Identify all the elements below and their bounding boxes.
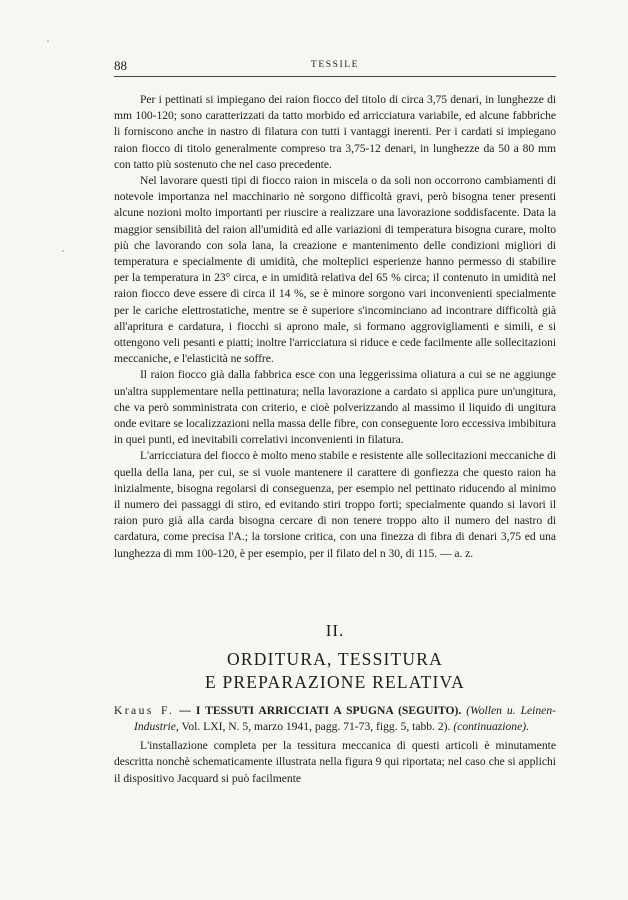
page-header — [114, 58, 556, 74]
entry-citation — [114, 703, 556, 736]
paragraph: Nel lavorare questi tipi di fiocco raion in miscela o da soli non occorrono cambiamenti di notevole importanza nel macchinario nè sorgono difficoltà gravi, però bisogna tener presenti alcune nozioni molto importanti per riuscire a realizzare una lavorazione soddisfacente. Data la maggior sensibilità del raion all'umidità ed alle variazioni di temperatura bisogna curare, molto più che lavorando con sola lana, la creazione e mantenimento delle condizioni migliori di temperatura e specialmente di umidità, che molteplici esperienze hanno permesso di stabilire per la temperatura in 23° circa, e in umidità relativa del 65 % circa; il contenuto in umidità nel raion fiocco deve essere di circa il 14 %, se è minore sorgono vari inconvenienti specialmente per le cariche elettrostatiche, mentre se è superiore s'incominciano ad incontrare difficoltà già all'apritura e cardatura, i fiocchi si aprono male, si formano aggrovigliamenti e simili, e si ottengono veli pesanti e piatti; inoltre l'arricciatura si riduce e cede facilmente alle sollecitazioni meccaniche, e l'elasticità ne soffre. — [114, 174, 556, 366]
bibliographic-entry — [114, 703, 556, 787]
entry-author: Kraus F. — [114, 704, 175, 717]
entry-body: L'installazione completa per la tessitura meccanica di questi articoli è minutamente descritta nonchè schematicamente illustrata nella figura 9 qui riportata; nel caso che si applichi il dispositivo Jacquard si può facilmente — [114, 738, 556, 785]
scan-speck — [47, 40, 49, 42]
header-rule — [114, 76, 556, 77]
paragraph: L'arricciatura del fiocco è molto meno stabile e resistente alle sollecitazioni meccaniche di quella della lana, per cui, se si vuole mantenere il carattere di gonfiezza che questo raion ha inizialmente, bisogna regolarsi di conseguenza, per esempio nel pettinato riducendo al minimo il numero dei passaggi di stiro, ed evitando stiri troppo forti; specialmente quando si lavori il raion puro già alla carda bisogna cercare di non tenere troppo alto il numero del nastro di cardatura, come precisa l'A.; la torsione critica, con una finezza di fibra di denari 3,75 ed una lunghezza di mm 100-120, è per esempio, per il filato del n 30, di 115. — a. z. — [114, 449, 556, 560]
page-number: 88 — [114, 58, 127, 73]
scan-speck — [62, 250, 64, 252]
paragraph: Il raion fiocco già dalla fabbrica esce con una leggerissima oliatura a cui se ne aggiunge un'altra supplementare nella pettinatura; nella lavorazione a cardato si applica pure un'ungitura, che va però somministrata con criterio, e cioè polverizzando al massimo il liquido di ungitura onde evitare se localizzazioni nella massa delle fibre, con conseguente loro eccessiva imbibitura in quei punti, ed inevitabili correlativi inconvenienti in filatura. — [114, 368, 556, 447]
entry-journal: (Wollen u. Leinen-Industrie, — [134, 704, 556, 734]
section-title-line: E PREPARAZIONE RELATIVA — [205, 672, 465, 692]
entry-title: — I TESSUTI ARRICCIATI A SPUGNA (SEGUITO). — [174, 704, 462, 717]
running-title: TESSILE — [310, 60, 360, 70]
entry-details: Vol. LXI, N. 5, marzo 1941, pagg. 71-73, figg. 5, tabb. 2). — [178, 720, 451, 734]
entry-note: (continuazione). — [450, 720, 530, 734]
body-text — [114, 92, 556, 562]
section-title-line: ORDITURA, TESSITURA — [227, 649, 443, 669]
section-number: II. — [325, 621, 345, 640]
paragraph: Per i pettinati si impiegano dei raion fiocco del titolo di circa 3,75 denari, in lunghezze di mm 100-120; sono caratterizzati da tatto morbido ed arricciatura variabile, ed alcune fabbriche li forniscono anche in nastro di filatura con tutti i vantaggi inerenti. Per i cardati si impiegano raion fiocco di titolo generalmente compreso tra 3,75-12 denari, in lunghezze da 50 a 80 mm con tatto più sostenuto che nel caso precedente. — [114, 93, 556, 171]
section-title — [114, 648, 556, 694]
